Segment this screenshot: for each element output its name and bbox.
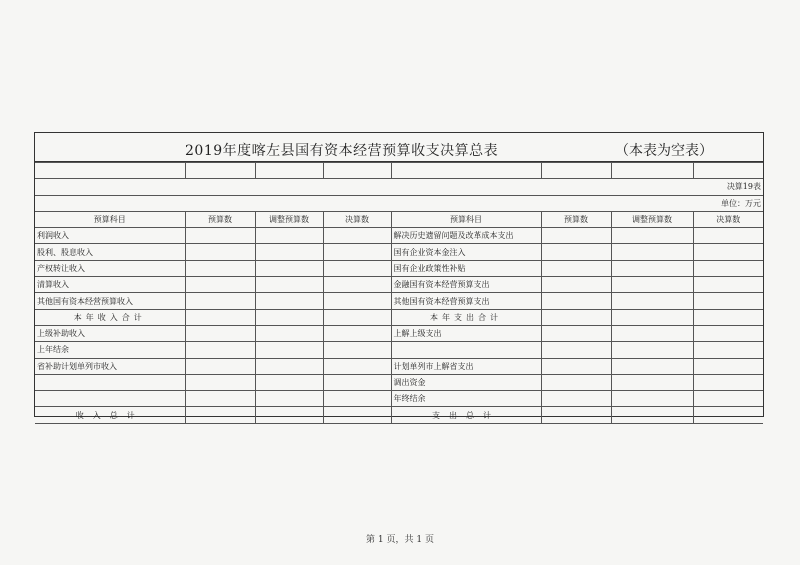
expense-item: 其他国有资本经营预算支出 bbox=[391, 293, 541, 309]
expense-item: 金融国有资本经营预算支出 bbox=[391, 277, 541, 293]
income-item bbox=[35, 391, 185, 407]
income-item: 产权转让收入 bbox=[35, 260, 185, 276]
expense-item bbox=[391, 342, 541, 358]
header-cell: 预算科目 bbox=[391, 211, 541, 227]
header-row bbox=[35, 211, 763, 227]
table-row bbox=[35, 358, 763, 374]
header-cell: 调整预算数 bbox=[255, 211, 323, 227]
empty-table-note: （本表为空表） bbox=[615, 143, 713, 159]
income-item: 利润收入 bbox=[35, 228, 185, 244]
budget-summary-table bbox=[35, 162, 763, 424]
header-cell: 预算数 bbox=[541, 211, 611, 227]
expense-item: 调出资金 bbox=[391, 374, 541, 390]
expense-item: 计划单列市上解省支出 bbox=[391, 358, 541, 374]
form-number: 决算19表 bbox=[35, 179, 763, 195]
table-row bbox=[35, 325, 763, 341]
expense-item: 年终结余 bbox=[391, 391, 541, 407]
table-row bbox=[35, 228, 763, 244]
table-row bbox=[35, 293, 763, 309]
budget-table-frame bbox=[34, 132, 764, 420]
unit-row bbox=[35, 195, 763, 211]
blank-row bbox=[35, 163, 763, 179]
income-item: 上年结余 bbox=[35, 342, 185, 358]
header-cell: 预算科目 bbox=[35, 211, 185, 227]
income-item: 清算收入 bbox=[35, 277, 185, 293]
table-row bbox=[35, 391, 763, 407]
income-total-label: 收入总计 bbox=[35, 407, 185, 423]
table-row bbox=[35, 374, 763, 390]
income-item bbox=[35, 374, 185, 390]
total-row bbox=[35, 407, 763, 423]
table-row bbox=[35, 342, 763, 358]
income-item: 其他国有资本经营预算收入 bbox=[35, 293, 185, 309]
table-row bbox=[35, 277, 763, 293]
expense-item: 上解上级支出 bbox=[391, 325, 541, 341]
income-subtotal-label: 本年收入合计 bbox=[35, 309, 185, 325]
header-cell: 决算数 bbox=[323, 211, 391, 227]
expense-total-label: 支出总计 bbox=[391, 407, 541, 423]
table-title: 2019年度喀左县国有资本经营预算收支决算总表 bbox=[185, 143, 499, 159]
table-row bbox=[35, 244, 763, 260]
expense-item: 解决历史遗留问题及改革成本支出 bbox=[391, 228, 541, 244]
form-number-row bbox=[35, 179, 763, 195]
page-footer: 第 1 页，共 1 页 bbox=[366, 535, 434, 545]
header-cell: 调整预算数 bbox=[611, 211, 693, 227]
expense-item: 国有企业资本金注入 bbox=[391, 244, 541, 260]
title-row bbox=[35, 133, 763, 162]
income-item: 股利、股息收入 bbox=[35, 244, 185, 260]
expense-subtotal-label: 本年支出合计 bbox=[391, 309, 541, 325]
income-item: 上级补助收入 bbox=[35, 325, 185, 341]
expense-item: 国有企业政策性补贴 bbox=[391, 260, 541, 276]
subtotal-row bbox=[35, 309, 763, 325]
header-cell: 预算数 bbox=[185, 211, 255, 227]
income-item: 省补助计划单列市收入 bbox=[35, 358, 185, 374]
unit-label: 单位：万元 bbox=[35, 195, 763, 211]
header-cell: 决算数 bbox=[693, 211, 763, 227]
table-row bbox=[35, 260, 763, 276]
